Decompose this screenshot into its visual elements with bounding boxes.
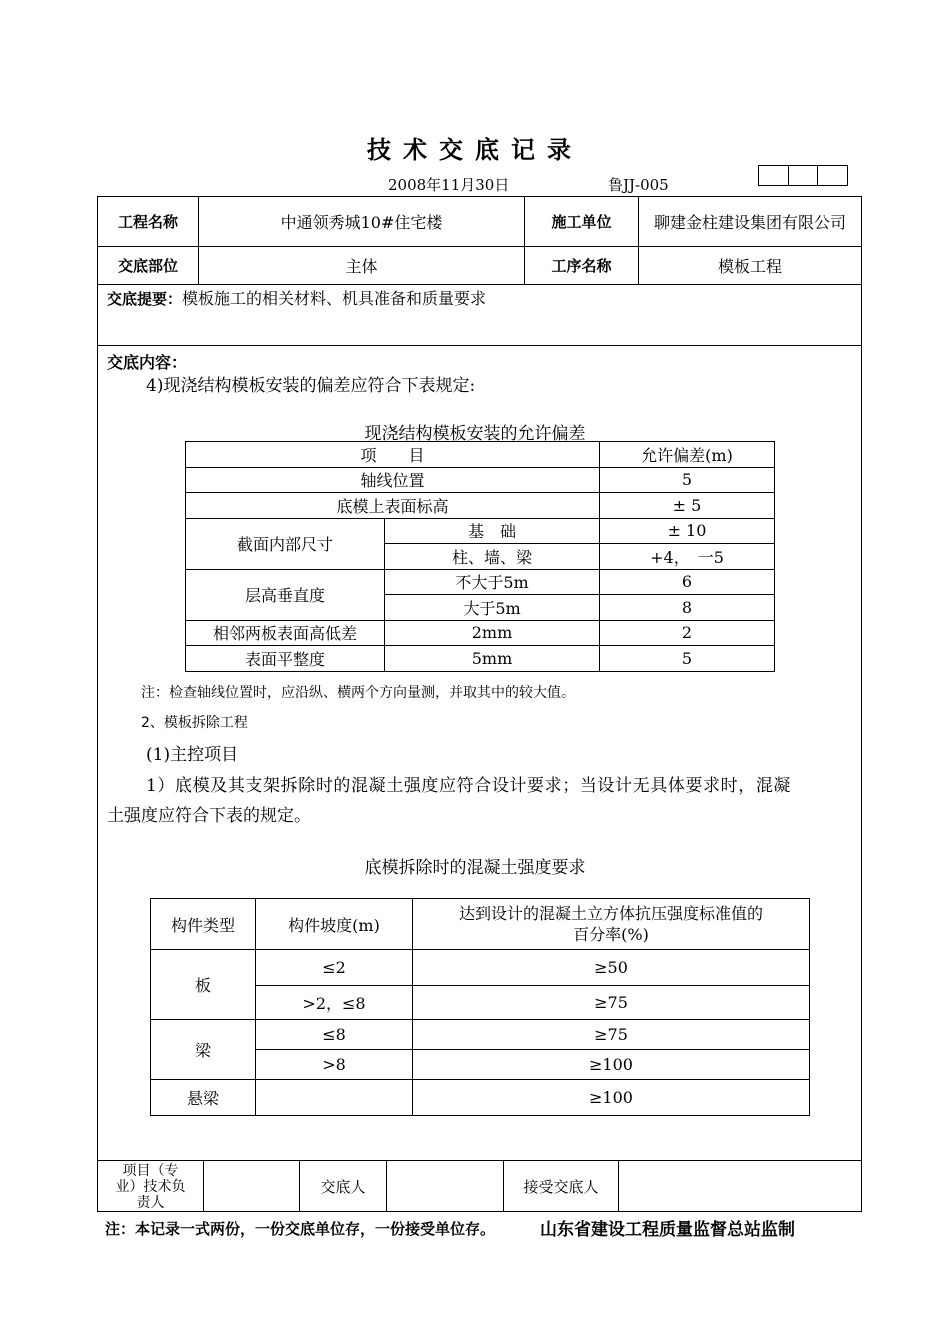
cell-percentage: ≥50 [413, 950, 810, 986]
table-row [151, 950, 810, 986]
cell-sub: 大于5m [385, 595, 600, 621]
cell-span [256, 1080, 413, 1116]
cell-member-type: 梁 [151, 1020, 256, 1080]
receiver-label: 接受交底人 [523, 1178, 599, 1196]
content-label: 交底内容： [107, 353, 188, 372]
project-name-value: 中通领秀城10#住宅楼 [280, 213, 443, 232]
cell-sub: 柱、墙、梁 [385, 544, 600, 570]
discloser-label: 交底人 [320, 1178, 366, 1196]
cell-deviation: ± 5 [600, 493, 775, 519]
receiver-signature-field[interactable] [619, 1161, 861, 1212]
form-code: 鲁JJ-005 [608, 176, 669, 194]
table-row [186, 646, 775, 672]
supervisor-notice: 山东省建设工程质量监督总站监制 [540, 1220, 795, 1240]
row-divider [97, 284, 862, 285]
header-member-type: 构件类型 [151, 899, 256, 950]
cell-sub: 5mm [385, 646, 600, 672]
cell-sub: 基 础 [385, 518, 600, 544]
table-row [151, 1020, 810, 1050]
project-name-label: 工程名称 [117, 213, 178, 231]
cell-member-type: 悬梁 [151, 1080, 256, 1116]
row-divider [97, 345, 862, 346]
cell-deviation: 8 [600, 595, 775, 621]
table2-title: 底模拆除时的混凝土强度要求 [364, 858, 586, 878]
cell-group: 截面内部尺寸 [186, 518, 385, 569]
process-name-label: 工序名称 [551, 257, 612, 275]
page-title: 技术交底记录 [367, 136, 583, 164]
technical-lead-signature-field[interactable] [204, 1161, 299, 1212]
disclosure-part-label: 交底部位 [117, 257, 178, 275]
table1-title: 现浇结构模板安装的允许偏差 [364, 424, 586, 444]
cell-deviation: +4， 一5 [600, 544, 775, 570]
table-row [186, 518, 775, 544]
summary [107, 286, 486, 309]
cell-item: 表面平整度 [186, 646, 385, 672]
cell-deviation: 6 [600, 569, 775, 595]
table-row [186, 467, 775, 493]
main-control-heading: (1)主控项目 [146, 745, 239, 765]
contractor-label: 施工单位 [551, 213, 612, 231]
cell-span: >8 [256, 1050, 413, 1080]
section-2-heading: 2、模板拆除工程 [141, 715, 248, 731]
contractor-value: 聊建金柱建设集团有限公司 [653, 213, 846, 232]
technical-lead-label-line-2: 业）技术负 [115, 1178, 186, 1195]
discloser-signature-field[interactable] [387, 1161, 503, 1212]
header-percentage [413, 899, 810, 950]
concrete-strength-table [150, 898, 810, 1116]
table-row [186, 442, 775, 468]
header-percentage-line-2: 百分率(%) [573, 925, 649, 944]
header-span: 构件坡度(m) [256, 899, 413, 950]
table-row [186, 569, 775, 595]
header-deviation: 允许偏差(m) [600, 442, 775, 468]
item-4-text: 4)现浇结构模板安装的偏差应符合下表规定: [146, 376, 476, 396]
cell-item: 相邻两板表面高低差 [186, 620, 385, 646]
cell-member-type: 板 [151, 950, 256, 1020]
table-row [186, 493, 775, 519]
cell-percentage: ≥75 [413, 1020, 810, 1050]
cell-sub: 2mm [385, 620, 600, 646]
table-row [151, 899, 810, 950]
cell-item: 轴线位置 [186, 467, 600, 493]
record-date: 2008年11月30日 [388, 176, 510, 194]
note-1: 注：检查轴线位置时，应沿纵、横两个方向量测，并取其中的较大值。 [141, 685, 575, 701]
cell-group: 层高垂直度 [186, 569, 385, 620]
cell-percentage: ≥100 [413, 1080, 810, 1116]
cell-span: ≤2 [256, 950, 413, 986]
summary-label: 交底提要： [107, 290, 183, 308]
technical-lead-label-line-3: 责人 [136, 1194, 165, 1211]
formwork-deviation-table [185, 441, 775, 672]
table-row [186, 620, 775, 646]
cell-span: >2，≤8 [256, 986, 413, 1020]
header-item: 项 目 [186, 442, 600, 468]
cell-span: ≤8 [256, 1020, 413, 1050]
technical-lead-label [98, 1161, 203, 1212]
cell-deviation: 5 [600, 467, 775, 493]
table-row [151, 1080, 810, 1116]
process-name-value: 模板工程 [717, 257, 782, 276]
header-percentage-line-1: 达到设计的混凝土立方体抗压强度标准值的 [458, 904, 763, 923]
summary-text: 模板施工的相关材料、机具准备和质量要求 [182, 289, 487, 308]
cell-deviation: 2 [600, 620, 775, 646]
technical-lead-label-line-1: 项目（专 [122, 1162, 179, 1179]
cell-deviation: ± 10 [600, 518, 775, 544]
serial-number-boxes [758, 165, 848, 186]
paragraph-1-line-2: 土强度应符合下表的规定。 [107, 806, 311, 826]
cell-percentage: ≥100 [413, 1050, 810, 1080]
cell-deviation: 5 [600, 646, 775, 672]
cell-item: 底模上表面标高 [186, 493, 600, 519]
cell-sub: 不大于5m [385, 569, 600, 595]
footnote: 注：本记录一式两份，一份交底单位存，一份接受单位存。 [105, 1220, 496, 1238]
cell-percentage: ≥75 [413, 986, 810, 1020]
disclosure-part-value: 主体 [345, 257, 378, 276]
paragraph-1-line-1: 1）底模及其支架拆除时的混凝土强度应符合设计要求；当设计无具体要求时，混凝 [146, 776, 792, 796]
